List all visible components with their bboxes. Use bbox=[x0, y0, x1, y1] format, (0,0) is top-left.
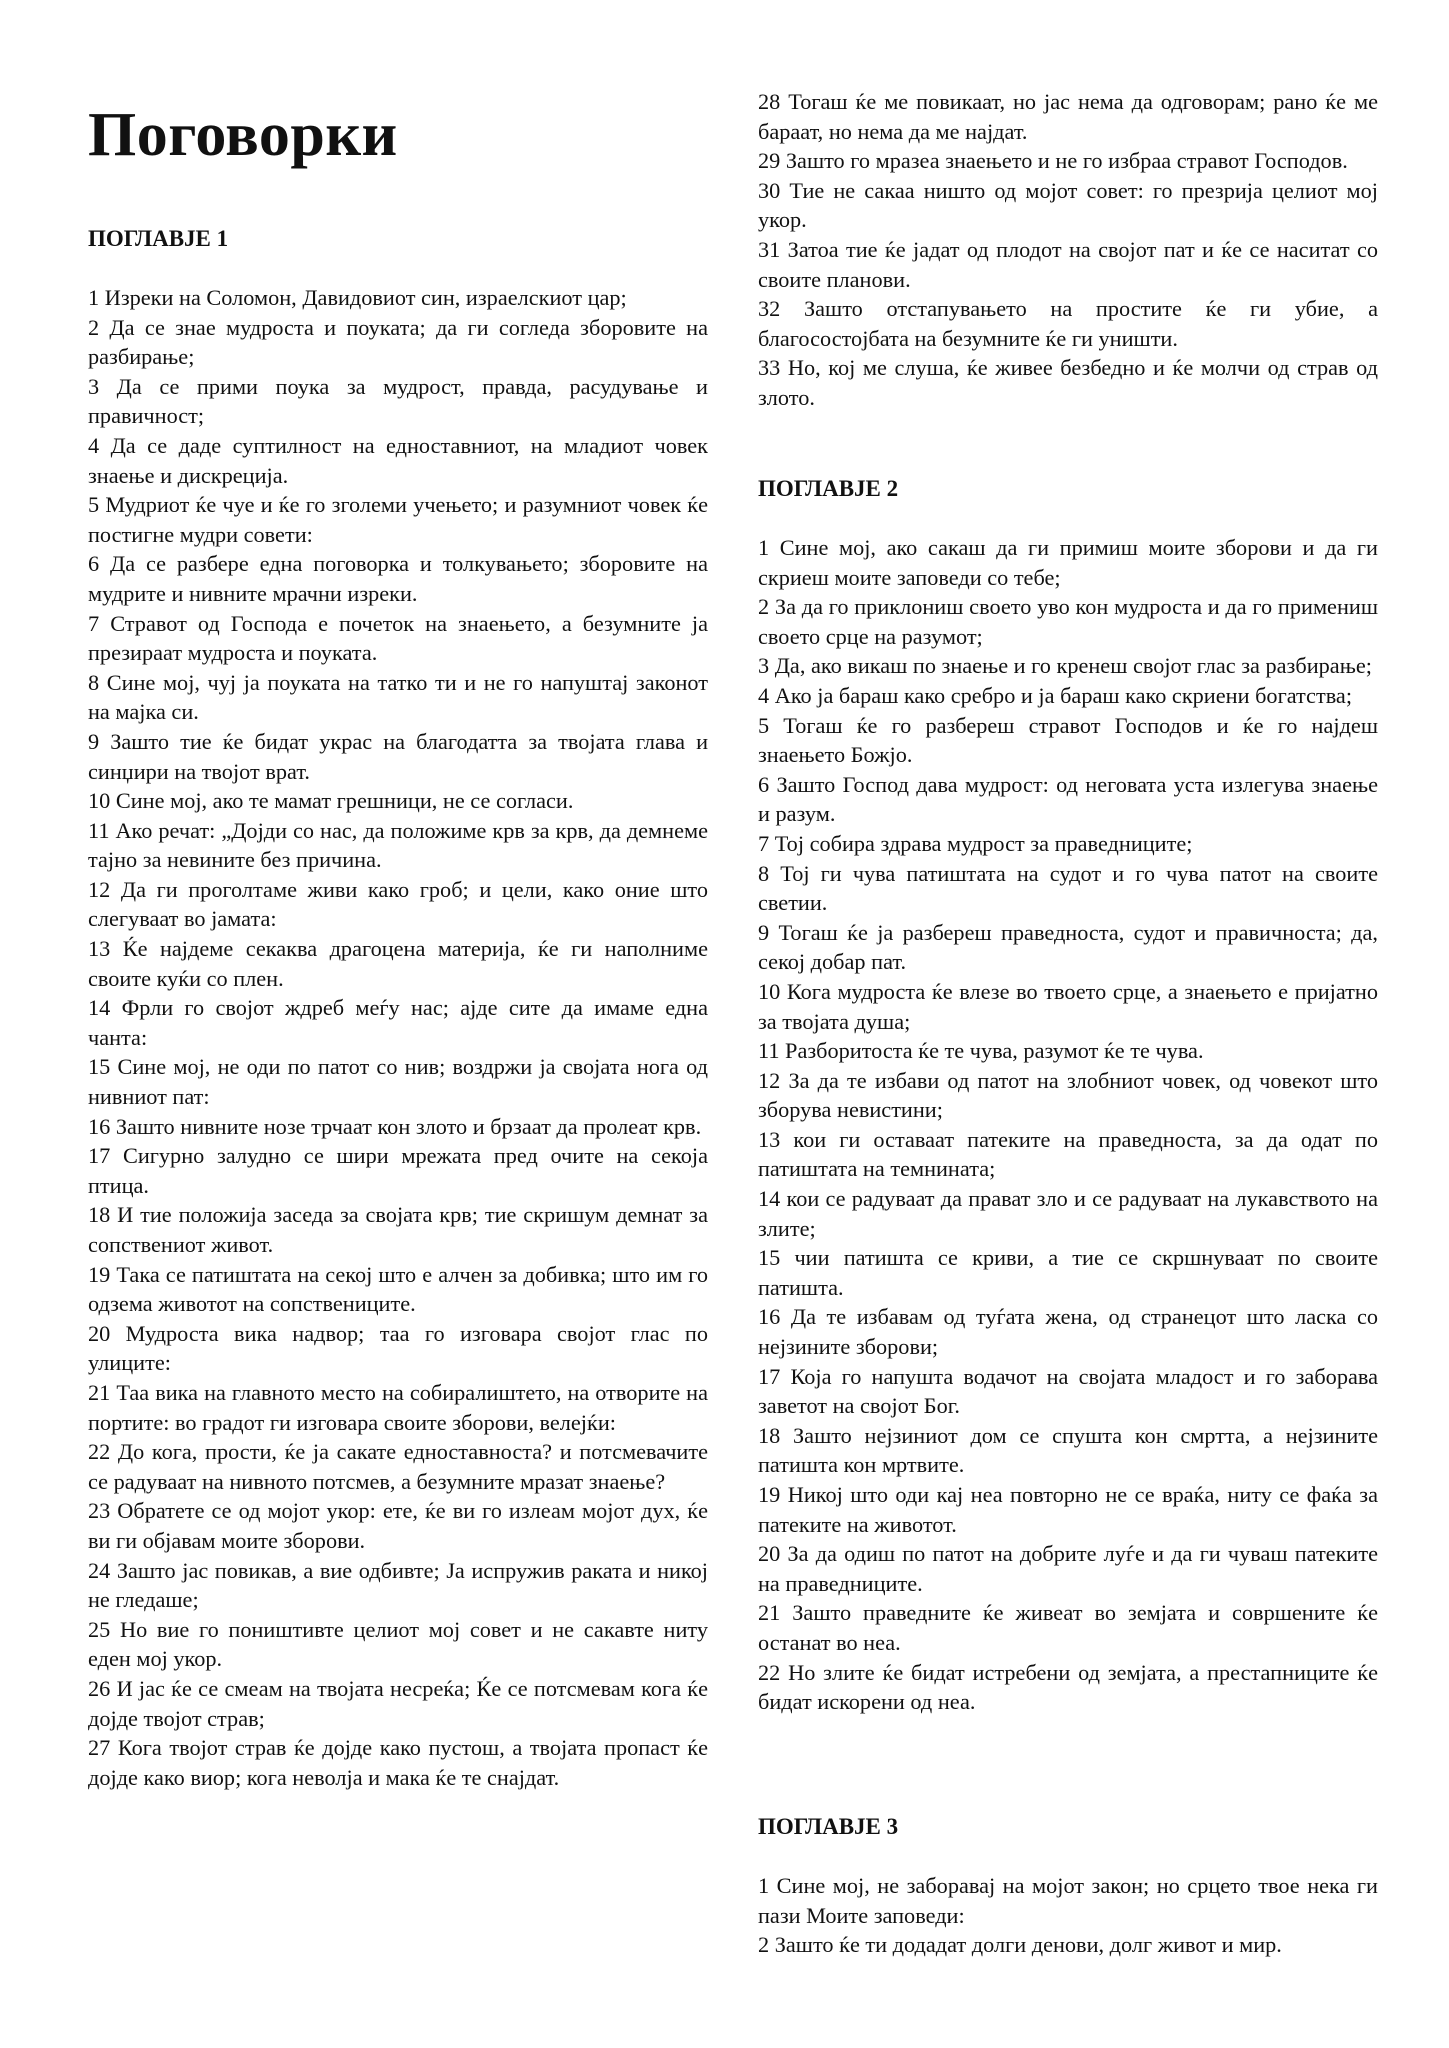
verse: 5 Мудриот ќе чуе и ќе го зголеми учењето; и разумниот човек ќе постигне мудри совети: bbox=[88, 492, 708, 547]
verse: 28 Тогаш ќе ме повикаат, но јас нема да одговорам; рано ќе ме бараат, но нема да ме најдат. bbox=[758, 89, 1378, 144]
verse: 8 Сине мој, чуј ја поуката на татко ти и не го напуштај законот на мајка си. bbox=[88, 669, 708, 725]
verse: 17 Сигурно залудно се шири мрежата пред очите на секоја птица. bbox=[88, 1143, 708, 1198]
verse: 24 Зашто јас повикав, а вие одбивте; Ја испружив раката и никој не гледаше; bbox=[88, 1557, 708, 1613]
verse: 20 Мудроста вика надвор; таа го изговара својот глас по улиците: bbox=[88, 1320, 708, 1376]
verse: 19 Така се патиштата на секој што е алчен за добивка; што им го одзема животот на сопствениците. bbox=[88, 1261, 708, 1317]
verse: 21 Зашто праведните ќе живеат во земјата и совршените ќе останат во неа. bbox=[758, 1600, 1378, 1655]
verse: 26 И јас ќе се смеам на твојата несреќа; Ќе се потсмевам кога ќе дојде твојот страв; bbox=[88, 1675, 708, 1731]
verse: 9 Тогаш ќе ја разбереш праведноста, судот и правичноста; да, секој добар пат. bbox=[758, 919, 1378, 975]
chapter-1-verses-right bbox=[758, 87, 1378, 413]
verse: 15 Сине мој, не оди по патот со нив; воздржи ја својата нога од нивниот пат: bbox=[88, 1054, 708, 1110]
verse: 3 Да, ако викаш по знаење и го кренеш својот глас за разбирање; bbox=[758, 653, 1372, 679]
verse: 23 Обратете се од мојот укор: ете, ќе ви го излеам мојот дух, ќе ви ги објавам моите зборови. bbox=[88, 1498, 708, 1553]
chapter-heading-1: ПОГЛАВЈЕ 1 bbox=[88, 226, 229, 251]
verse: 10 Сине мој, ако те мамат грешници, не се согласи. bbox=[88, 788, 574, 814]
verse: 14 Фрли го својот ждреб меѓу нас; ајде сите да имаме една чанта: bbox=[88, 995, 708, 1050]
verse: 6 Да се разбере една поговорка и толкувањето; зборовите на мудрите и нивните мрачни изреки. bbox=[88, 551, 708, 606]
verse: 11 Ако речат: „Дојди со нас, да положиме крв за крв, да демнеме тајно за невините без причина. bbox=[88, 817, 708, 873]
verse: 2 За да го приклониш своето уво кон мудроста и да го примениш своето срце на разумот; bbox=[758, 594, 1378, 649]
verse: 21 Таа вика на главното место на собиралиштето, на отворите на портите: во градот ги изговара своите зборови, велејќи: bbox=[88, 1379, 708, 1435]
verse: 16 Зашто нивните нозе трчаат кон злото и брзаат да пролеат крв. bbox=[88, 1113, 702, 1139]
verse: 12 За да те избави од патот на злобниот човек, од човекот што зборува невистини; bbox=[758, 1067, 1378, 1123]
verse: 5 Тогаш ќе го разбереш стравот Господов и ќе го најдеш знаењето Божјо. bbox=[758, 712, 1378, 768]
verse: 3 Да се прими поука за мудрост, правда, расудување и правичност; bbox=[88, 373, 708, 429]
verse: 4 Да се даде суптилност на едноставниот, на младиот човек знаење и дискреција. bbox=[88, 432, 708, 488]
verse: 1 Сине мој, не заборавај на мојот закон; но срцето твое нека ги пази Моите заповеди: bbox=[758, 1873, 1378, 1928]
verse: 16 Да те избавам од туѓата жена, од странецот што ласка со нејзините зборови; bbox=[758, 1304, 1378, 1360]
verse: 22 До кога, прости, ќе ја сакате едноставноста? и потсмевачите се радуваат на нивното потсмев, а безумните мразат знаење? bbox=[88, 1439, 708, 1494]
verse: 18 И тие положија заседа за својата крв; тие скришум демнат за сопствениот живот. bbox=[88, 1202, 708, 1257]
verse: 22 Но злите ќе бидат истребени од земјата, а престапниците ќе бидат искорени од неа. bbox=[758, 1659, 1378, 1715]
verse: 32 Зашто отстапувањето на простите ќе ги убие, а благосостојбата на безумните ќе ги уништи. bbox=[758, 296, 1378, 351]
verse: 27 Кога твојот страв ќе дојде како пустош, а твојата пропаст ќе дојде како виор; кога неволја и мака ќе те снајдат. bbox=[88, 1735, 708, 1790]
chapter-2-verses bbox=[758, 533, 1378, 1717]
verse: 19 Никој што оди кај неа повторно не се враќа, ниту се фаќа за патеките на животот. bbox=[758, 1482, 1378, 1537]
verse: 13 кои ги оставаат патеките на праведноста, за да одат по патиштата на темнината; bbox=[758, 1126, 1378, 1182]
verse: 1 Сине мој, ако сакаш да ги примиш моите зборови и да ги скриеш моите заповеди со тебе; bbox=[758, 535, 1378, 590]
document-title: Поговорки bbox=[88, 101, 398, 169]
chapter-3-verses bbox=[758, 1871, 1378, 1960]
chapter-1-verses-left bbox=[88, 283, 708, 1792]
chapter-heading-2: ПОГЛАВЈЕ 2 bbox=[758, 476, 899, 501]
verse: 9 Зашто тие ќе бидат украс на благодатта за твојата глава и синџири на твојот врат. bbox=[88, 728, 708, 784]
verse: 12 Да ги проголтаме живи како гроб; и цели, како оние што слегуваат во јамата: bbox=[88, 876, 708, 932]
verse: 25 Но вие го поништивте целиот мој совет и не сакавте ниту еден мој укор. bbox=[88, 1616, 708, 1672]
verse: 20 За да одиш по патот на добрите луѓе и да ги чуваш патеките на праведниците. bbox=[758, 1541, 1378, 1596]
verse: 14 кои се радуваат да прават зло и се радуваат на лукавството на злите; bbox=[758, 1186, 1378, 1241]
verse: 33 Но, кој ме слуша, ќе живее безбедно и ќе молчи од страв од злото. bbox=[758, 355, 1378, 410]
verse: 2 Зашто ќе ти додадат долги денови, долг живот и мир. bbox=[758, 1932, 1282, 1958]
verse: 10 Кога мудроста ќе влезе во твоето срце, а знаењето е пријатно за твојата душа; bbox=[758, 978, 1378, 1034]
verse: 29 Зашто го мразеа знаењето и не го избраа стравот Господов. bbox=[758, 148, 1348, 174]
verse: 2 Да се знае мудроста и поуката; да ги согледа зборовите на разбирање; bbox=[88, 314, 708, 370]
verse: 1 Изреки на Соломон, Давидовиот син, израелскиот цар; bbox=[88, 285, 627, 310]
verse: 13 Ќе најдеме секаква драгоцена материја, ќе ги наполниме своите куќи со плен. bbox=[88, 936, 708, 991]
verse: 11 Разборитоста ќе те чува, разумот ќе те чува. bbox=[758, 1038, 1204, 1064]
verse: 31 Затоа тие ќе јадат од плодот на својот пат и ќе се наситат со своите планови. bbox=[758, 236, 1378, 292]
verse: 18 Зашто нејзиниот дом се спушта кон смртта, а нејзините патишта кон мртвите. bbox=[758, 1422, 1378, 1478]
verse: 6 Зашто Господ дава мудрост: од неговата уста излегува знаење и разум. bbox=[758, 771, 1378, 827]
verse: 7 Тој собира здрава мудрост за праведниците; bbox=[758, 830, 1193, 856]
verse: 4 Ако ја бараш како сребро и ја бараш како скриени богатства; bbox=[758, 682, 1353, 708]
verse: 30 Тие не сакаа ништо од мојот совет: го презрија целиот мој укор. bbox=[758, 177, 1378, 233]
chapter-heading-3: ПОГЛАВЈЕ 3 bbox=[758, 1814, 899, 1839]
verse: 17 Која го напушта водачот на својата младост и го заборава заветот на својот Бог. bbox=[758, 1363, 1378, 1419]
verse: 15 чии патишта се криви, а тие се скршнуваат по своите патишта. bbox=[758, 1245, 1378, 1300]
verse: 7 Стравот од Господа е почеток на знаењето, а безумните ја презираат мудроста и поуката. bbox=[88, 610, 708, 666]
verse: 8 Тој ги чува патиштата на судот и го чува патот на своите светии. bbox=[758, 860, 1378, 916]
